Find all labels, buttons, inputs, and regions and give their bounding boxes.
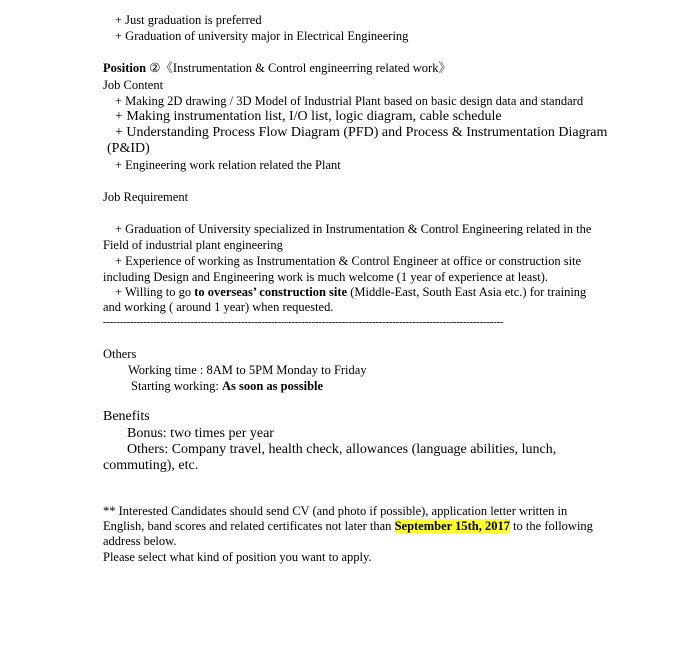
position-title: 《Instrumentation & Control engineerring related work》 <box>160 61 451 75</box>
job-requirement-item-cont: including Design and Engineering work is much welcome (1 year of experience at least). <box>103 270 548 284</box>
footer-line: ** Interested Candidates should send CV (and photo if possible), application letter written in <box>103 504 568 518</box>
bold-text-run: to overseas’ construction site <box>194 285 348 299</box>
start-label: Starting working: <box>131 379 222 393</box>
text-run: to the following <box>509 519 593 533</box>
job-content-item: + Engineering work relation related the Plant <box>115 158 341 172</box>
job-requirement-heading: Job Requirement <box>103 190 189 204</box>
position-label: Position <box>103 61 147 75</box>
job-content-item-cont: (P&ID) <box>107 141 150 156</box>
job-content-item: + Making instrumentation list, I/O list, logic diagram, cable schedule <box>115 109 502 124</box>
text-run: (Middle-East, South East Asia etc.) for training <box>347 285 587 299</box>
footer-line <box>103 519 593 534</box>
job-requirement-item: + Graduation of University specialized in Instrumentation & Control Engineering related in the <box>115 222 592 236</box>
req-line: + Graduation of university major in Electrical Engineering <box>115 29 409 43</box>
position-heading <box>103 61 451 76</box>
req-line: + Just graduation is preferred <box>115 13 262 27</box>
deadline-highlight: September 15th, 2017 <box>394 519 510 533</box>
job-requirement-item: + Experience of working as Instrumentation & Control Engineer at office or construction site <box>115 254 582 268</box>
job-content-item: + Understanding Process Flow Diagram (PFD) and Process & Instrumentation Diagram <box>115 125 608 140</box>
job-content-item: + Making 2D drawing / 3D Model of Industrial Plant based on basic design data and standard <box>115 94 584 108</box>
text-run: English, band scores and related certificates not later than <box>103 519 395 533</box>
job-requirement-item-cont: and working ( around 1 year) when requested. <box>103 300 334 314</box>
benefits-heading: Benefits <box>103 409 150 424</box>
others-working-time: Working time : 8AM to 5PM Monday to Friday <box>128 363 367 377</box>
job-requirement-item-cont: Field of industrial plant engineering <box>103 238 283 252</box>
footer-line: address below. <box>103 534 177 548</box>
divider-line: ----------------------------------------------------------------------------------------------------------------------- <box>103 316 504 328</box>
benefits-bonus: Bonus: two times per year <box>127 426 274 441</box>
job-content-heading: Job Content <box>103 78 164 92</box>
benefits-others: Others: Company travel, health check, allowances (language abilities, lunch, <box>127 442 557 457</box>
others-heading: Others <box>103 347 137 361</box>
position-number: ② <box>149 61 161 75</box>
text-run: + Willing to go <box>115 285 195 299</box>
start-value: As soon as possible <box>221 379 324 393</box>
footer-line: Please select what kind of position you want to apply. <box>103 550 372 564</box>
job-requirement-item <box>115 285 586 300</box>
others-starting <box>131 379 323 394</box>
benefits-others-cont: commuting), etc. <box>103 458 199 473</box>
